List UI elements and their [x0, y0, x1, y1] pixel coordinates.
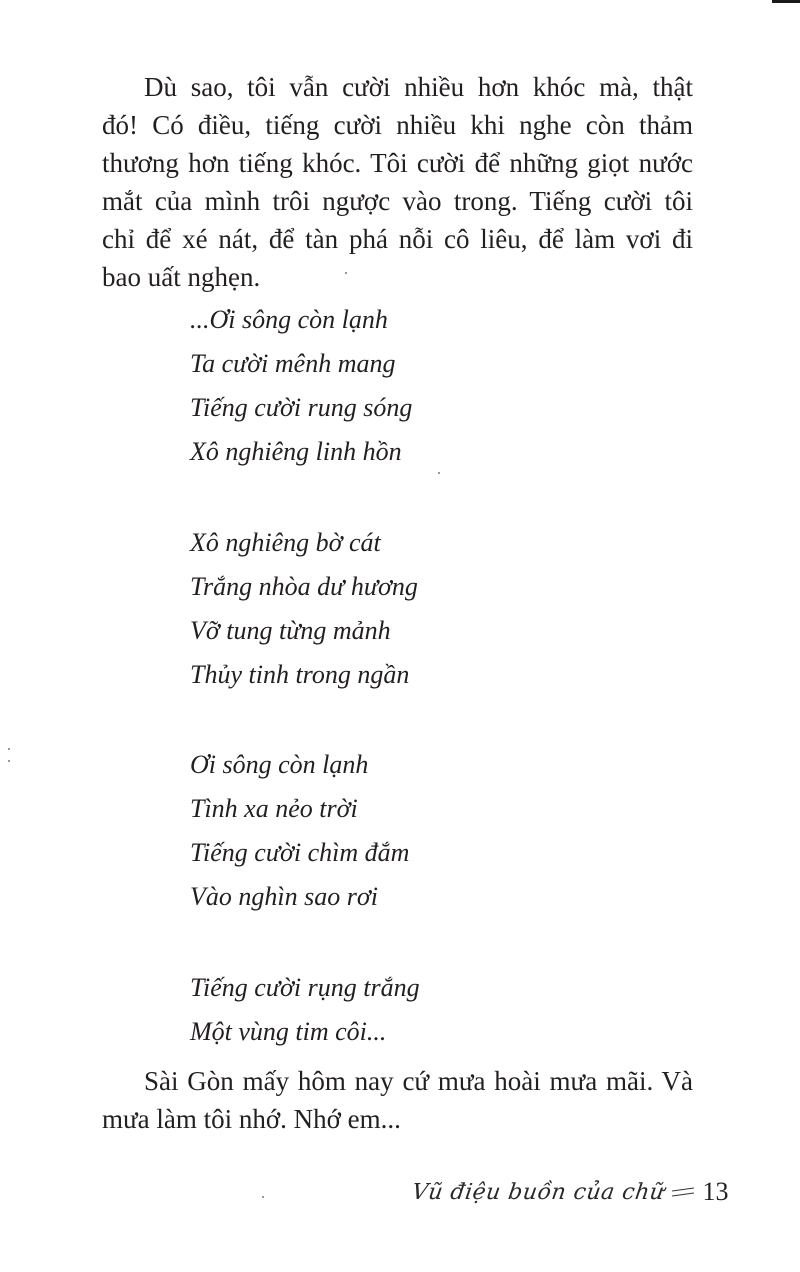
- paragraph-2: [102, 1062, 693, 1138]
- poem-line: Trắng nhòa dư hương: [190, 572, 418, 601]
- scan-speck: [345, 272, 347, 274]
- poem-line: Vào nghìn sao rơi: [190, 882, 378, 911]
- poem-line: ...Ơi sông còn lạnh: [190, 305, 388, 334]
- page-footer: [412, 1172, 728, 1212]
- scan-speck: [8, 760, 10, 762]
- double-dash-ornament-icon: [672, 1186, 694, 1198]
- scan-speck: [438, 472, 440, 474]
- paragraph-1-line: thương hơn tiếng khóc. Tôi cười để những giọt nước: [102, 148, 693, 178]
- poem-line: Thủy tinh trong ngần: [190, 660, 410, 689]
- paragraph-1-line: Dù sao, tôi vẫn cười nhiều hơn khóc mà, thật: [144, 72, 693, 102]
- poem-line: Một vùng tim côi...: [190, 1017, 387, 1046]
- scan-edge-mark: [772, 0, 800, 3]
- poem-line: Tình xa nẻo trời: [190, 794, 358, 823]
- paragraph-1-line: mắt của mình trôi ngược vào trong. Tiếng cười tôi: [102, 186, 693, 216]
- page-number: 13: [702, 1177, 729, 1206]
- poem-stanza-2: [190, 521, 418, 697]
- paragraph-2-line: Sài Gòn mấy hôm nay cứ mưa hoài mưa mãi. Và: [144, 1066, 693, 1096]
- poem-line: Vỡ tung từng mảnh: [190, 616, 391, 645]
- paragraph-1-line: chỉ để xé nát, để tàn phá nỗi cô liêu, để làm vơi đi: [102, 224, 693, 254]
- paragraph-1: [102, 68, 693, 296]
- paragraph-2-line: mưa làm tôi nhớ. Nhớ em...: [102, 1104, 401, 1134]
- poem-line: Ơi sông còn lạnh: [190, 750, 369, 779]
- poem-line: Tiếng cười chìm đắm: [190, 838, 410, 867]
- running-title: Vũ điệu buồn của chữ: [410, 1179, 667, 1205]
- paragraph-1-line: đó! Có điều, tiếng cười nhiều khi nghe còn thảm: [102, 110, 693, 140]
- poem-line: Tiếng cười rụng trắng: [190, 973, 420, 1002]
- poem-line: Xô nghiêng bờ cát: [190, 528, 381, 557]
- poem-line: Tiếng cười rung sóng: [190, 393, 413, 422]
- poem-stanza-1: [190, 298, 412, 474]
- paragraph-1-line: bao uất nghẹn.: [102, 262, 261, 292]
- poem-stanza-3: [190, 743, 409, 919]
- scan-speck: [8, 748, 10, 750]
- poem-line: Xô nghiêng linh hồn: [190, 437, 402, 466]
- scan-speck: [262, 1196, 264, 1198]
- poem-line: Ta cười mênh mang: [190, 349, 396, 378]
- poem-stanza-4: [190, 966, 420, 1054]
